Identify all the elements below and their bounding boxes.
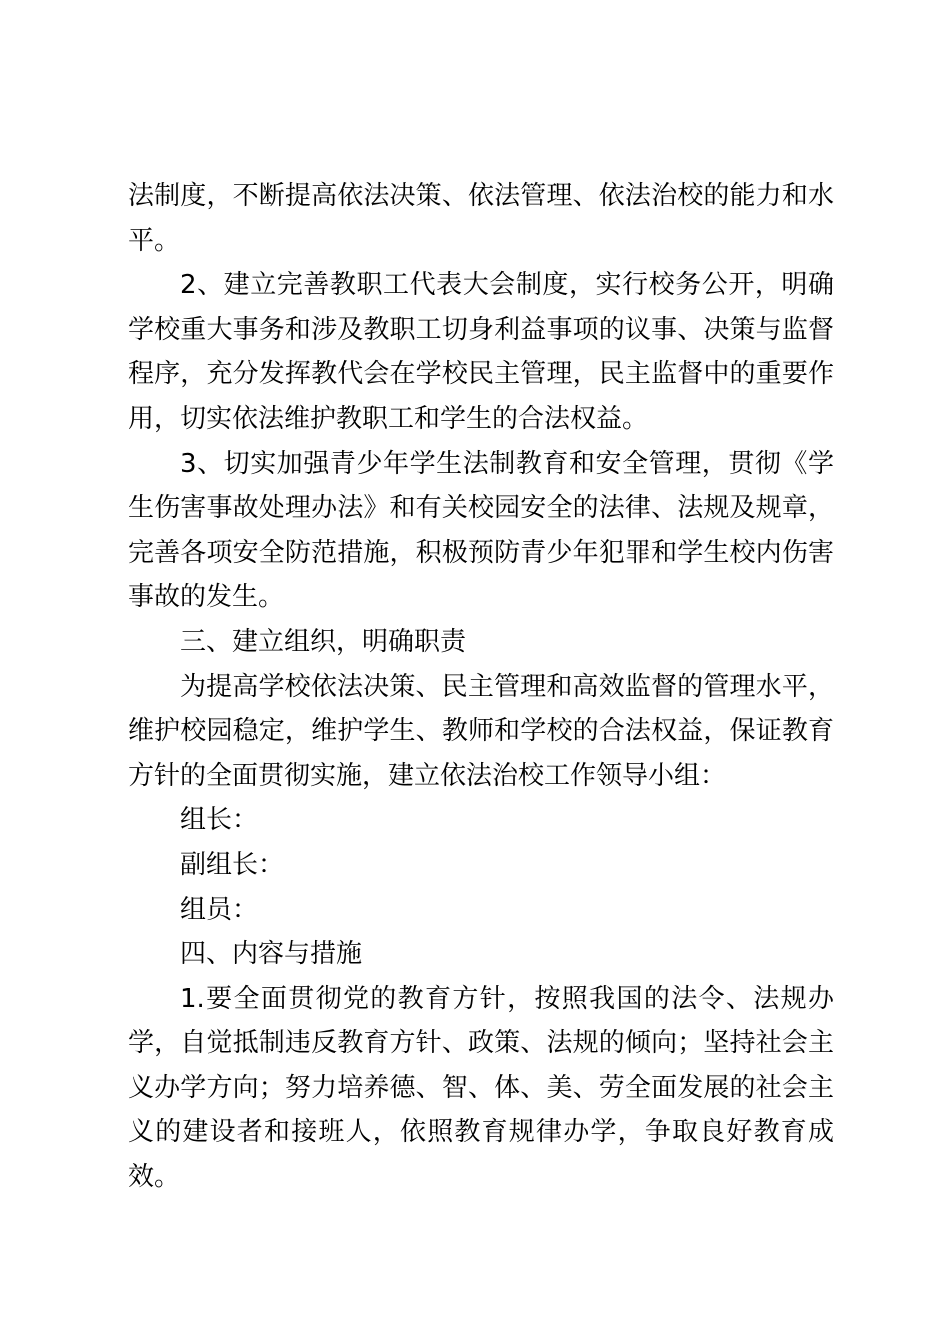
paragraph-measure-1: 1.要全面贯彻党的教育方针，按照我国的法令、法规办学，自觉抵制违反教育方针、政策、法规的倾向；坚持社会主义办学方向；努力培养德、智、体、美、劳全面发展的社会主义的建设者和接班人，依照教育规律办学，争取良好教育成效。 <box>128 983 834 1193</box>
document-body <box>128 174 834 1200</box>
paragraph-organization: 为提高学校依法决策、民主管理和高效监督的管理水平，维护校园稳定，维护学生、教师和学校的合法权益，保证教育方针的全面贯彻实施，建立依法治校工作领导小组： <box>128 671 834 791</box>
paragraph-continuation: 法制度，不断提高依法决策、依法管理、依法治校的能力和水平。 <box>128 181 834 256</box>
section-heading-3: 三、建立组织，明确职责 <box>180 626 467 657</box>
section-heading-4: 四、内容与措施 <box>180 939 363 970</box>
paragraph-item-3: 3、切实加强青少年学生法制教育和安全管理，贯彻《学生伤害事故处理办法》和有关校园安全的法律、法规及规章，完善各项安全防范措施，积极预防青少年犯罪和学生校内伤害事故的发生。 <box>128 448 834 613</box>
paragraph-item-2: 2、建立完善教职工代表大会制度，实行校务公开，明确学校重大事务和涉及教职工切身利益事项的议事、决策与监督程序，充分发挥教代会在学校民主管理，民主监督中的重要作用，切实依法维护教职工和学生的合法权益。 <box>128 270 834 434</box>
role-deputy-leader: 副组长： <box>180 849 285 880</box>
role-leader: 组长： <box>180 805 259 836</box>
role-members: 组员： <box>180 894 259 925</box>
